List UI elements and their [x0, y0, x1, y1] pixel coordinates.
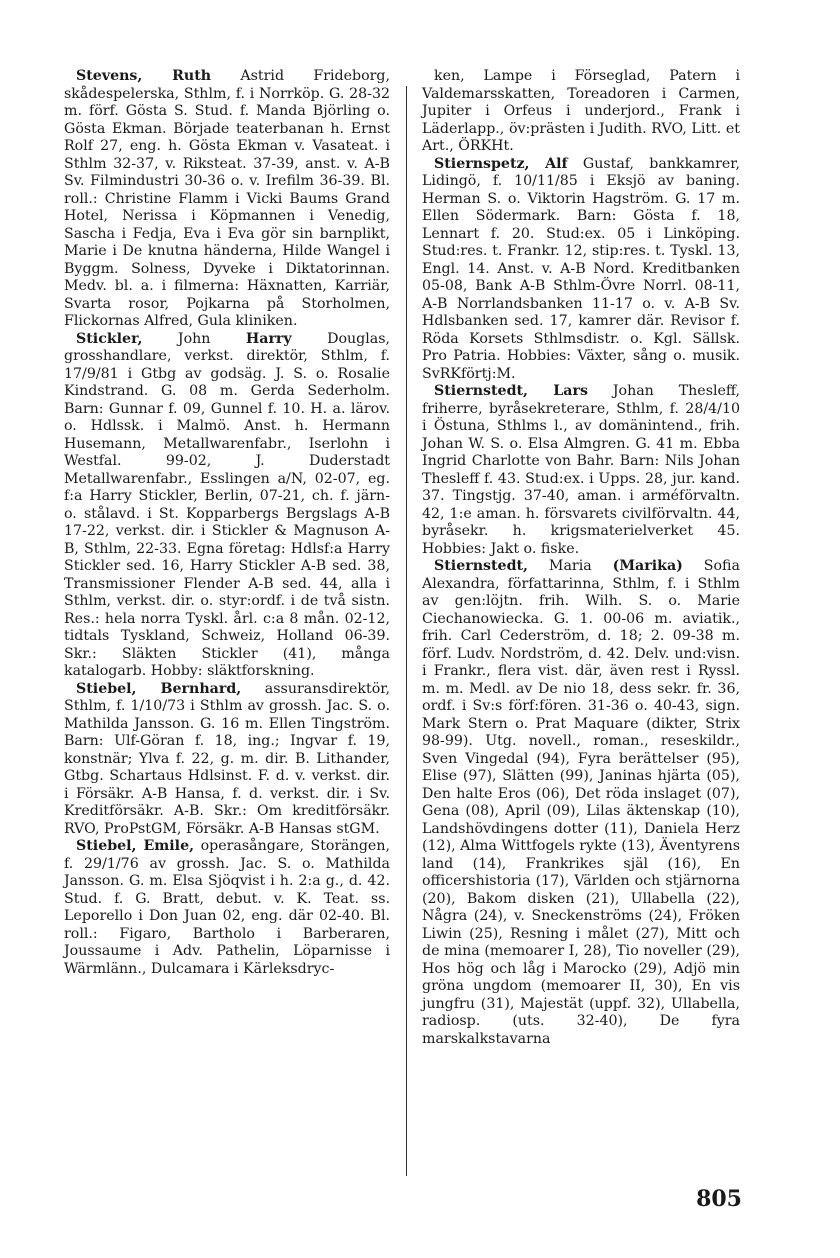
entry-text: operasångare, Storängen, f. 29/1/76 av grossh. Jac. S. o. Mathilda Jansson. G. m. Elsa Sjöqvist i h. 2:a g., d. 42. Stud. f. G. Bratt, debut. v. K. Teat. ss. Leporello i Don Juan 02, eng. där 02-40. Bl. roll.: Figaro, Bartholo i Barberaren, Joussaume i Adv. Pathelin, Löparnisse i Wärmlänn., Dulcamara i Kärleksdryc-	[64, 838, 390, 977]
entry-headword: Stiernspetz, Alf	[434, 155, 568, 172]
entry-text: Sofia Alexandra, författarinna, Sthlm, f. i Sthlm av gen:löjtn. frih. Wilh. S. o. Marie Ciechanowiecka. G. 1. 00-06 m. aviatik., frih. Carl Cederström, d. 18; 2. 09-38 m. förf. Ludv. Nordström, d. 42. Delv. und:visn. i Frankr., flera vist. där, även rest i Ryssl. m. m. Medl. av De nio 18, dess sekr. fr. 36, ordf. i Sv:s förf:fören. 31-36 o. 40-43, sign. Mark Stern o. Prat Maquare (dikter, Strix 98-99). Utg. novell., roman., reseskildr., Sven Vingedal (94), Fyra berättelser (95), Elise (97), Slätten (99), Janinas hjärta (05), Den halte Eros (06), Det röda inslaget (07), Gena (08), April (09), Lilas äktenskap (10), Landshövdingens dotter (11), Daniela Herz (12), Alma Wittfogels rykte (13), Äventyrens land (14), Frankrikes själ (16), En officershistoria (17), Världen och stjärnorna (20), Bakom disken (21), Ullabella (22), Några (24), v. Sneckenströms (24), Fröken Liwin (25), Resning i målet (27), Mitt och de mina (memoarer I, 28), Tio noveller (29), Hos hög och låg i Marocko (29), Adjö min gröna ungdom (memoarer II, 30), En vis jungfru (31), Majestät (uppf. 32), Ullabella, radiosp. (uts. 32-40), De fyra marskalkstavarna	[422, 558, 740, 1047]
entry-text: Gustaf, bankkamrer, Lidingö, f. 10/11/85 i Eksjö av baning. Herman S. o. Viktorin Hagström. G. 17 m. Ellen Södermark. Barn: Gösta f. 18, Lennart f. 20. Stud:ex. 05 i Linköping. Stud:res. t. Frankr. 12, stip:res. t. Tyskl. 13, Engl. 14. Anst. v. A-B Nord. Kreditbanken 05-08, Bank A-B Sthlm-Övre Norrl. 08-11, A-B Norrlandsbanken 11-17 o. v. A-B Sv. Hdlsbanken sed. 17, kamrer där. Revisor f. Röda Korsets Sthlmsdistr. o. Kgl. Sällsk. Pro Patria. Hobbies: Växter, sång o. musik. SvRKförtj:M.	[422, 155, 740, 382]
entry-stiebel-bernhard	[64, 681, 390, 839]
entry-stickler	[64, 331, 390, 681]
entry-headword-given-name: (Marika)	[612, 558, 683, 574]
entry-stiernspetz	[422, 156, 740, 384]
entry-text: Maria	[528, 558, 613, 574]
entry-text: ken, Lampe i Förseglad, Patern i Valdemarsskatten, Toreadoren i Carmen, Jupiter i Orfeus i underjord., Frank i Läderlapp., öv:prästen i Judith. RVO, Litt. et Art., ÖRKHt.	[422, 68, 740, 154]
page-number: 805	[696, 1186, 742, 1212]
entry-text: Douglas, grosshandlare, verkst. direktör, Sthlm, f. 17/9/81 i Gtbg av godsäg. J. S. o. Rosalie Kindstrand. G. 08 m. Gerda Sederholm. Barn: Gunnar f. 09, Gunnel f. 10. H. a. lärov. o. Hdlssk. i Malmö. Anst. h. Hermann Husemann, Metallwarenfabr., Iserlohn i Westfal. 99-02, J. Duderstadt Metallwarenfabr., Esslingen a/N, 02-07, eg. f:a Harry Stickler, Berlin, 07-21, ch. f. järn- o. stålavd. i St. Kopparbergs Bergslags A-B 17-22, verkst. dir. i Stickler & Magnuson A-B, Sthlm, 22-33. Egna företag: Hdlsf:a Harry Stickler sed. 16, Harry Stickler A-B sed. 38, Transmissioner Flender A-B sed. 44, alla i Sthlm, verkst. dir. o. styr:ordf. i de två sistn. Res.: hela norra Tyskl. årl. c:a 8 mån. 02-12, tidtals Tyskland, Schweiz, Holland 06-39. Skr.: Släkten Stickler (41), många katalogarb. Hobby: släktforskning.	[64, 330, 390, 679]
entry-headword: Stevens, Ruth	[76, 68, 212, 84]
entry-text: assuransdirektör, Sthlm, f. 1/10/73 i Sthlm av grossh. Jac. S. o. Mathilda Jansson. G. 16 m. Ellen Tingström. Barn: Ulf-Göran f. 18, ing.; Ingvar f. 19, konstnär; Ylva f. 22, g. m. dir. B. Lithander, Gtbg. Schartaus Hdlsinst. F. d. v. verkst. dir. i Försäkr. A-B Hansa, f. d. verkst. dir. i Sv. Kreditförsäkr. A-B. Skr.: Om kreditförsäkr. RVO, ProPstGM, Försäkr. A-B Hansas stGM.	[64, 680, 390, 837]
entry-stevens	[64, 68, 390, 331]
entry-stiernstedt-lars	[422, 383, 740, 558]
entry-headword: Stiernstedt,	[434, 558, 528, 574]
entry-headword: Stickler,	[76, 330, 143, 347]
entry-text: Johan Thesleff, friherre, byråsekreterare, Sthlm, f. 28/4/10 i Östuna, Sthlms l., av domänintend., frih. Johan W. S. o. Elsa Almgren. G. 41 m. Ebba Ingrid Charlotte von Bahr. Barn: Nils Johan Thesleff f. 43. Stud:ex. i Upps. 28, jur. kand. 37. Tingstjg. 37-40, aman. i arméförvaltn. 42, 1:e aman. h. försvarets civilförvaltn. 44, byråsekr. h. krigsmaterielverket 45. Hobbies: Jakt o. fiske.	[422, 383, 740, 557]
entry-continuation	[422, 68, 740, 156]
entry-stiebel-emile	[64, 838, 390, 978]
entry-headword: Stiebel, Bernhard,	[76, 680, 242, 697]
entry-headword: Stiernstedt, Lars	[434, 383, 588, 399]
entry-headword-given-name: Harry	[245, 330, 292, 347]
left-column	[64, 68, 390, 978]
column-divider	[406, 86, 407, 1176]
entry-stiernstedt-maria	[422, 558, 740, 1048]
entry-headword: Stiebel, Emile,	[76, 838, 195, 854]
right-column	[422, 68, 740, 1048]
entry-text: Astrid Frideborg, skådespelerska, Sthlm, f. i Norrköp. G. 28-32 m. förf. Gösta S. Stud. f. Manda Björling o. Gösta Ekman. Började teaterbanan h. Ernst Rolf 27, eng. h. Gösta Ekman v. Vasateat. i Sthlm 32-37, v. Riksteat. 37-39, anst. v. A-B Sv. Filmindustri 30-36 o. v. Irefilm 36-39. Bl. roll.: Christine Flamm i Vicki Baums Grand Hotel, Nerissa i Köpmannen i Venedig, Sascha i Fedja, Eva i Eva gör sin barnplikt, Marie i De knutna händerna, Hilde Wangel i Byggm. Solness, Dyveke i Diktatorinnan. Medv. bl. a. i filmerna: Häxnatten, Karriär, Svarta rosor, Pojkarna på Storholmen, Flickornas Alfred, Gula kliniken.	[64, 68, 390, 329]
entry-text: John	[142, 330, 246, 347]
